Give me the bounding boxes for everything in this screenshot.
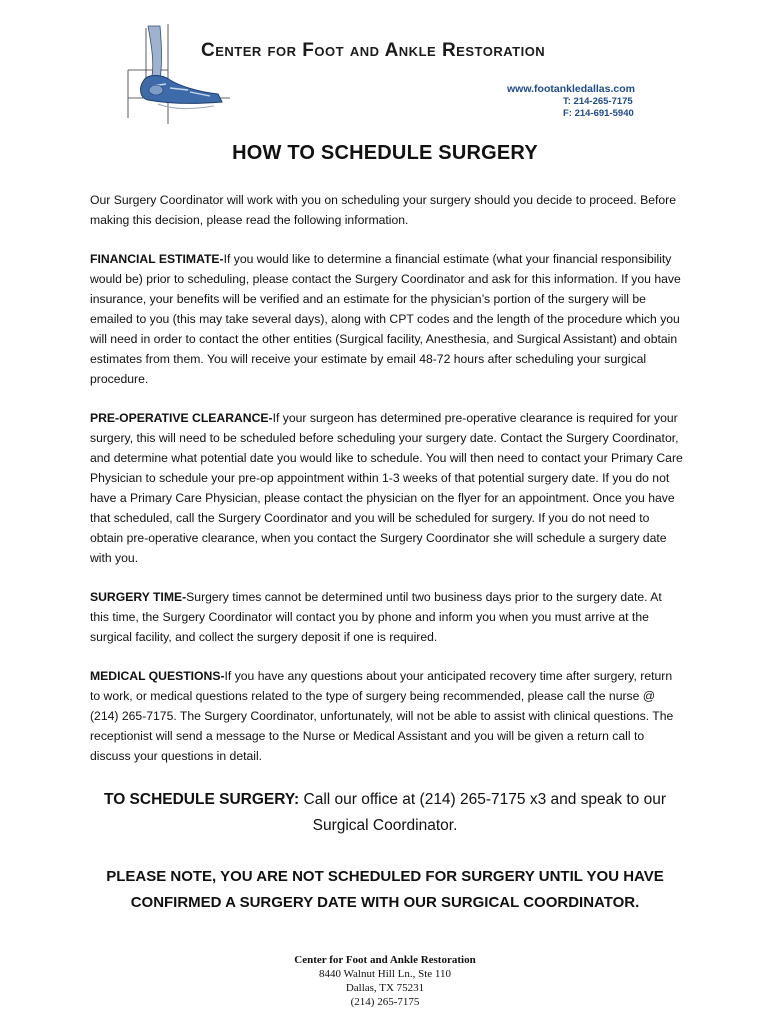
cta-label: TO SCHEDULE SURGERY:: [104, 791, 300, 808]
website-link[interactable]: www.footankledallas.com: [507, 83, 635, 95]
footer-phone: (214) 265-7175: [350, 996, 420, 1008]
intro-paragraph: Our Surgery Coordinator will work with you on scheduling your surgery should you decide to proceed. Before making this decision, please read the following information.: [90, 193, 676, 227]
phone-number: T: 214-265-7175: [563, 96, 633, 107]
footer-address: [0, 953, 770, 1009]
document-body: [90, 190, 684, 785]
brand-name: Center for Foot and Ankle Restoration: [201, 40, 546, 61]
footer-city: Dallas, TX 75231: [345, 982, 425, 994]
section-surgery-time: [90, 587, 684, 647]
brand-header: [201, 40, 651, 62]
section-heading: FINANCIAL ESTIMATE-: [90, 252, 224, 266]
section-text: If you would like to determine a financial estimate (what your financial responsibility would be) prior to scheduling, please contact the Surgery Coordinator and ask for this information. If you have insurance, your benefits will be verified and an estimate for the physician’s portion of the surgery will be emailed to you (this may take several days), along with CPT codes and the length of the procedure which you will need in order to contact the other entities (Surgical facility, Anesthesia, and Surgical Assistant) and obtain estimates from them. You will receive your estimate by email 48-72 hours after scheduling your surgical procedure.: [90, 252, 681, 386]
footer-street: 8440 Walnut Hill Ln., Ste 110: [318, 968, 452, 980]
important-note: [100, 864, 670, 916]
section-text: Surgery times cannot be determined until two business days prior to the surgery date. At this time, the Surgery Coordinator will contact you by phone and inform you when you must arrive at the surgical facility, and collect the surgery deposit if one is required.: [90, 590, 662, 644]
section-heading: MEDICAL QUESTIONS-: [90, 669, 225, 683]
section-heading: PRE-OPERATIVE CLEARANCE-: [90, 411, 273, 425]
section-text: If your surgeon has determined pre-operative clearance is required for your surgery, this will need to be scheduled before scheduling your surgery date. Contact the Surgery Coordinator, and determine what potential date you would like to schedule. You will then need to contact your Primary Care Physician to schedule your pre-op appointment within 1-3 weeks of that potential surgery date. If you do not have a Primary Care Physician, please contact the physician on the flyer for an appointment. Once you have that scheduled, call the Surgery Coordinator and you will be scheduled for surgery. If you do not need to obtain pre-operative clearance, when you contact the Surgery Coordinator she will schedule a surgery date with you.: [90, 411, 683, 565]
section-financial-estimate: [90, 249, 684, 389]
foot-skeleton-logo-icon: [118, 18, 238, 126]
section-pre-operative-clearance: [90, 408, 684, 568]
section-text: If you have any questions about your anticipated recovery time after surgery, return to work, or medical questions related to the type of surgery being recommended, please call the nurse @ (214) 265-7175. The Surgery Coordinator, unfortunately, will not be able to assist with clinical questions. The receptionist will send a message to the Nurse or Medical Assistant and you will be given a return call to discuss your questions in detail.: [90, 669, 674, 763]
fax-number: F: 214-691-5940: [563, 108, 634, 119]
schedule-call-to-action: [100, 787, 670, 839]
contact-numbers: [563, 96, 634, 120]
note-end: .: [635, 894, 640, 911]
section-medical-questions: [90, 666, 684, 766]
cta-text: Call our office at (214) 265-7175 x3 and speak to our Surgical Coordinator.: [299, 791, 666, 834]
footer-clinic-name: Center for Foot and Ankle Restoration: [294, 954, 476, 966]
note-text: PLEASE NOTE, YOU ARE NOT SCHEDULED FOR SURGERY UNTIL YOU HAVE CONFIRMED A SURGERY DATE WITH OUR SURGICAL COORDINATOR: [106, 868, 664, 911]
section-heading: SURGERY TIME-: [90, 590, 187, 604]
page-title: HOW TO SCHEDULE SURGERY: [232, 142, 538, 164]
